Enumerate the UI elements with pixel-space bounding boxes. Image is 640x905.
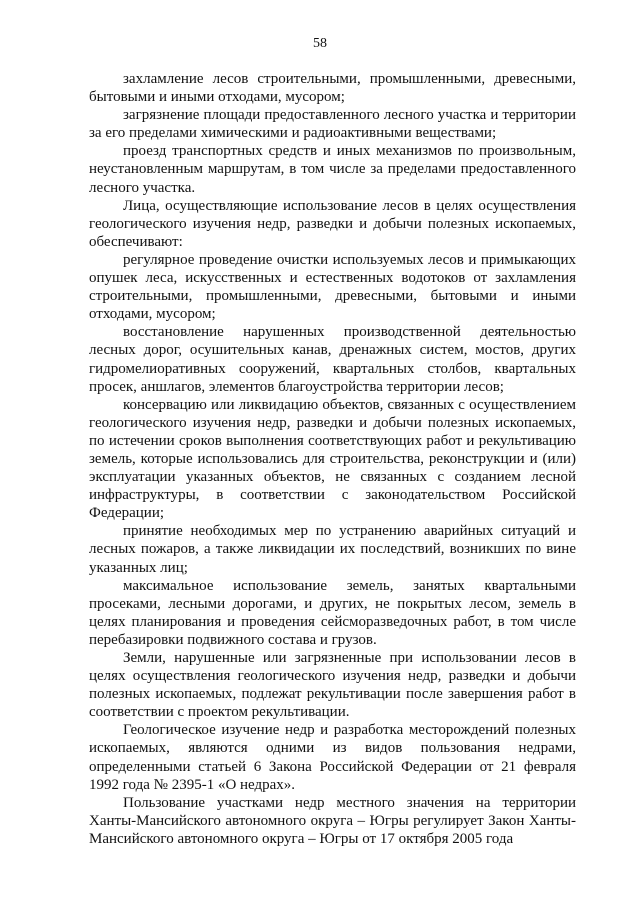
- body-text: [89, 70, 576, 848]
- paragraph: Лица, осуществляющие использование лесов в целях осуществления геологического изучения недр, разведки и добычи полезных ископаемых, обеспечивают:: [89, 197, 576, 250]
- paragraph: Геологическое изучение недр и разработка месторождений полезных ископаемых, являются одними из видов пользования недрами, определенными статьей 6 Закона Российской Федерации от 21 февраля 1992 года № 2395-1 «О недрах».: [89, 722, 576, 793]
- paragraph: консервацию или ликвидацию объектов, связанных с осуществлением геологического изучения недр, разведки и добычи полезных ископаемых, по истечении сроков выполнения соответствующих работ и рекультивацию земель, которые использовались для строительства, реконструкции и (или) эксплуатации указанных объектов, не связанных с созданием лесной инфраструктуры, в соответствии с законодательством Российской Федерации;: [89, 396, 576, 522]
- paragraph: восстановление нарушенных производственной деятельностью лесных дорог, осушительных канав, дренажных систем, мостов, других гидромелиоративных сооружений, квартальных столбов, квартальных просек, аншлагов, элементов благоустройства территории лесов;: [89, 324, 576, 395]
- paragraph: загрязнение площади предоставленного лесного участка и территории за его пределами химическими и радиоактивными веществами;: [89, 107, 576, 142]
- paragraph: Пользование участками недр местного значения на территории Ханты-Мансийского автономного округа – Югры регулирует Закон Ханты-Мансийского автономного округа – Югры от 17 октября 2005 года: [89, 794, 576, 847]
- paragraph: Земли, нарушенные или загрязненные при использовании лесов в целях осуществления геологического изучения недр, разведки и добычи полезных ископаемых, подлежат рекультивации после завершения работ в соответствии с проектом рекультивации.: [89, 650, 576, 721]
- page-number: 58: [313, 36, 327, 51]
- paragraph: регулярное проведение очистки используемых лесов и примыкающих опушек леса, искусственных и естественных водотоков от захламления строительными, промышленными, древесными, бытовыми и иными отходами, мусором;: [89, 251, 576, 323]
- paragraph: проезд транспортных средств и иных механизмов по произвольным, неустановленным маршрутам, в том числе за пределами предоставленного лесного участка.: [89, 143, 576, 196]
- paragraph: захламление лесов строительными, промышленными, древесными, бытовыми и иными отходами, мусором;: [89, 71, 576, 106]
- paragraph: максимальное использование земель, занятых квартальными просеками, лесными дорогами, и других, не покрытых лесом, земель в целях планирования и проведения сейсморазведочных работ, в том числе перебазировки подвижного состава и грузов.: [89, 577, 576, 648]
- paragraph: принятие необходимых мер по устранению аварийных ситуаций и лесных пожаров, а также ликвидации их последствий, возникших по вине указанных лиц;: [89, 523, 576, 576]
